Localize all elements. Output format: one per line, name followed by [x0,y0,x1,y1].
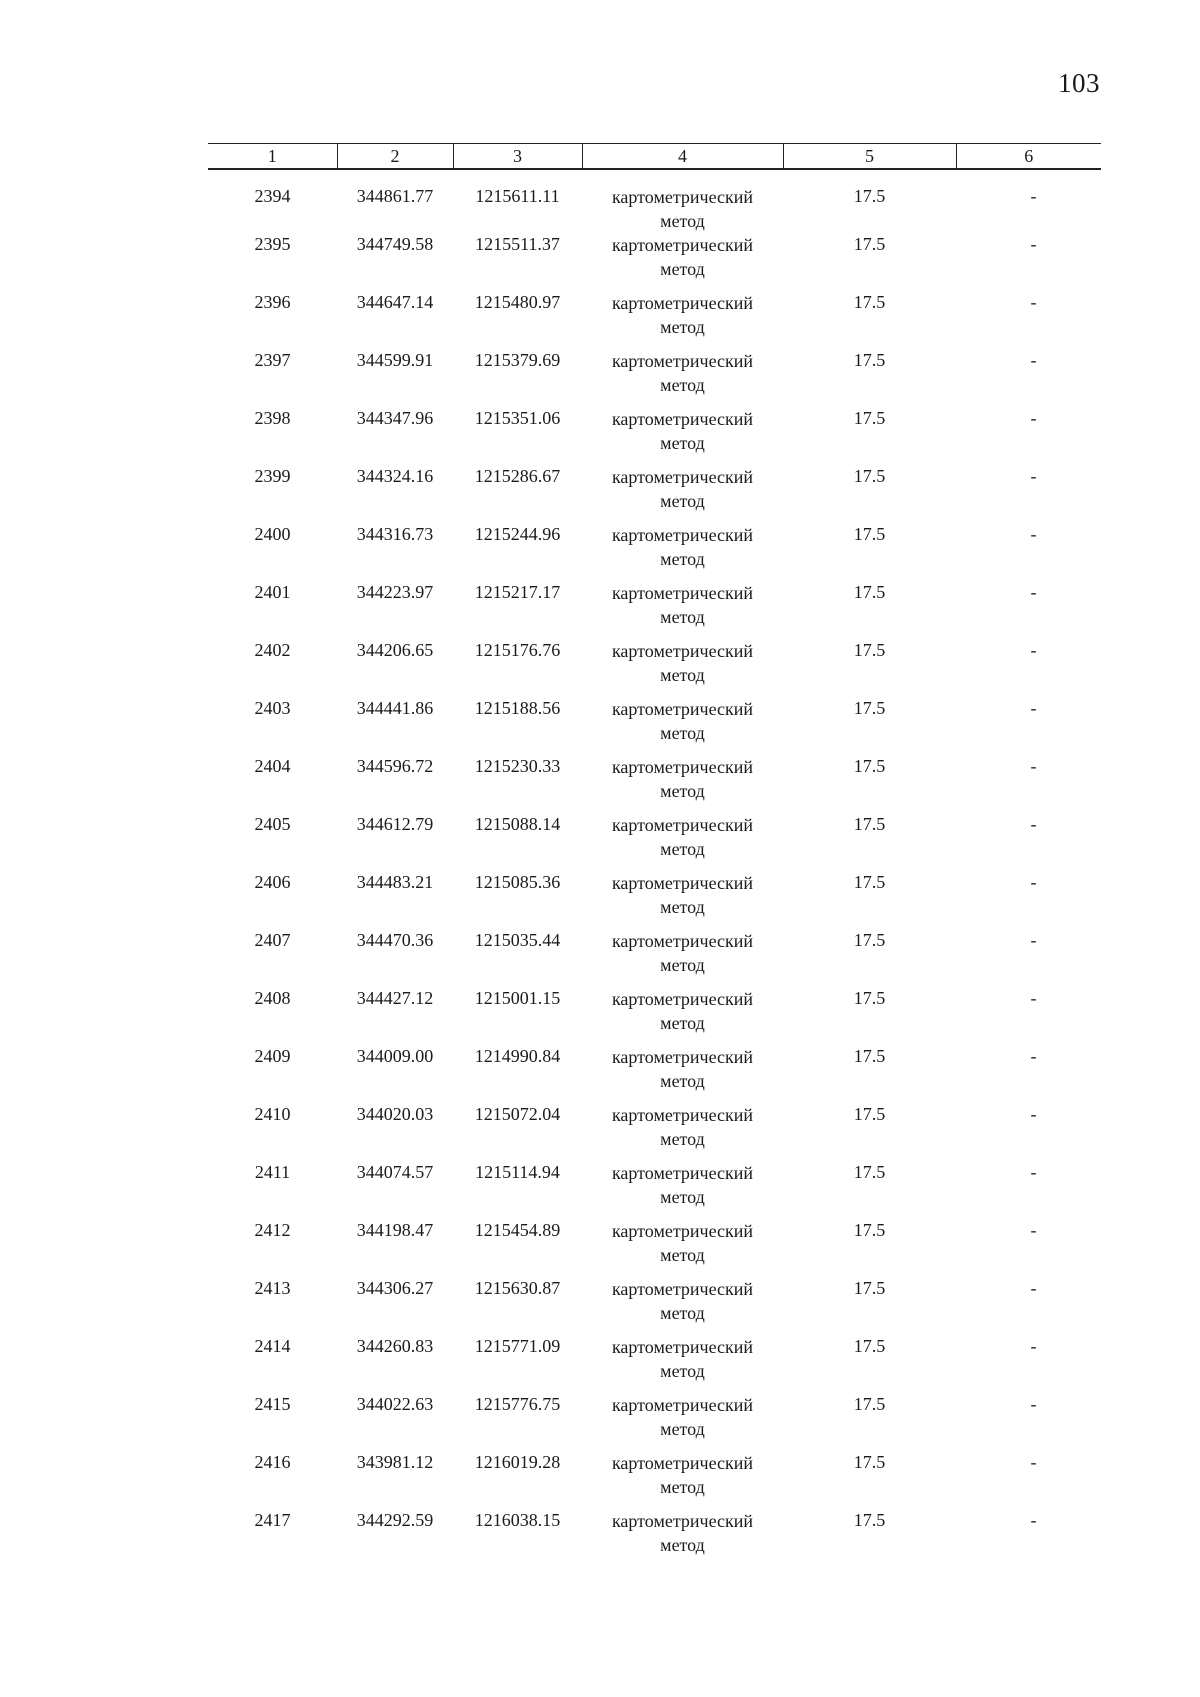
point-number: 2411 [254,1162,291,1182]
empty-value: - [1030,756,1037,776]
table-row [208,233,1101,291]
empty-value: - [1030,814,1037,834]
table-row [208,1335,1101,1393]
point-number: 2407 [254,930,291,950]
table-row [208,1277,1101,1335]
method-cell [582,349,783,407]
method-line-1: картометрический [611,1511,754,1531]
column-header-2: 2 [337,144,453,170]
method-line-1: картометрический [611,525,754,545]
column-header-4: 4 [582,144,783,170]
y-coordinate: 1215480.97 [474,292,561,312]
method-line-1: картометрический [611,699,754,719]
point-number: 2409 [254,1046,291,1066]
coordinates-table-container [208,143,1101,1567]
method-cell [582,1161,783,1219]
column-header-1: 1 [208,144,337,170]
point-number: 2408 [254,988,291,1008]
point-number: 2406 [254,872,291,892]
y-coordinate: 1216038.15 [474,1510,561,1530]
y-coordinate: 1215114.94 [475,1162,560,1182]
x-coordinate: 344483.21 [356,872,434,892]
method-line-1: картометрический [611,815,754,835]
x-coordinate: 344009.00 [356,1046,434,1066]
accuracy-value: 17.5 [853,350,886,370]
x-coordinate: 344223.97 [356,582,434,602]
point-number: 2416 [254,1452,291,1472]
accuracy-value: 17.5 [853,1104,886,1124]
empty-value: - [1030,930,1037,950]
y-coordinate: 1215771.09 [474,1336,561,1356]
method-line-2: метод [660,1419,705,1439]
point-number: 2399 [254,466,291,486]
empty-value: - [1030,582,1037,602]
y-coordinate: 1215176.76 [474,640,561,660]
point-number: 2401 [254,582,291,602]
table-row [208,291,1101,349]
x-coordinate: 344596.72 [356,756,434,776]
accuracy-value: 17.5 [853,524,886,544]
table-row [208,169,1101,233]
method-cell [582,233,783,291]
table-row [208,1045,1101,1103]
accuracy-value: 17.5 [853,408,886,428]
table-row [208,407,1101,465]
method-line-1: картометрический [611,1221,754,1241]
table-row [208,639,1101,697]
method-line-2: метод [660,1535,705,1555]
accuracy-value: 17.5 [853,872,886,892]
method-line-1: картометрический [611,351,754,371]
method-line-2: метод [660,211,705,231]
method-line-2: метод [660,897,705,917]
point-number: 2405 [254,814,291,834]
x-coordinate: 344612.79 [356,814,434,834]
empty-value: - [1030,408,1037,428]
x-coordinate: 344198.47 [356,1220,434,1240]
point-number: 2395 [254,234,291,254]
method-line-2: метод [660,1013,705,1033]
x-coordinate: 344599.91 [356,350,434,370]
method-line-1: картометрический [611,1337,754,1357]
y-coordinate: 1215188.56 [474,698,561,718]
accuracy-value: 17.5 [853,640,886,660]
y-coordinate: 1215088.14 [474,814,561,834]
accuracy-value: 17.5 [853,1162,886,1182]
point-number: 2394 [254,186,291,206]
method-line-1: картометрический [611,873,754,893]
y-coordinate: 1215511.37 [475,234,560,254]
method-line-2: метод [660,607,705,627]
point-number: 2415 [254,1394,291,1414]
accuracy-value: 17.5 [853,1046,886,1066]
method-line-1: картометрический [611,1279,754,1299]
empty-value: - [1030,1104,1037,1124]
empty-value: - [1030,1162,1037,1182]
method-line-2: метод [660,955,705,975]
table-row [208,697,1101,755]
table-row [208,523,1101,581]
empty-value: - [1030,234,1037,254]
method-cell [582,523,783,581]
accuracy-value: 17.5 [853,698,886,718]
table-row [208,581,1101,639]
table-body [208,169,1101,1567]
method-line-2: метод [660,1071,705,1091]
method-cell [582,291,783,349]
accuracy-value: 17.5 [853,1278,886,1298]
method-line-1: картометрический [611,1047,754,1067]
method-line-1: картометрический [611,583,754,603]
x-coordinate: 344316.73 [356,524,434,544]
y-coordinate: 1215001.15 [474,988,561,1008]
y-coordinate: 1215611.11 [475,186,560,206]
y-coordinate: 1215035.44 [474,930,561,950]
empty-value: - [1030,872,1037,892]
method-cell [582,169,783,233]
point-number: 2414 [254,1336,291,1356]
y-coordinate: 1215351.06 [474,408,561,428]
method-line-2: метод [660,839,705,859]
method-cell [582,1219,783,1277]
table-row [208,1161,1101,1219]
method-line-1: картометрический [611,1395,754,1415]
table-row [208,349,1101,407]
method-cell [582,813,783,871]
accuracy-value: 17.5 [853,186,886,206]
method-line-2: метод [660,781,705,801]
accuracy-value: 17.5 [853,234,886,254]
x-coordinate: 344206.65 [356,640,434,660]
y-coordinate: 1215217.17 [474,582,561,602]
method-line-1: картометрический [611,187,754,207]
accuracy-value: 17.5 [853,582,886,602]
column-header-6: 6 [956,144,1101,170]
y-coordinate: 1215085.36 [474,872,561,892]
y-coordinate: 1215776.75 [474,1394,561,1414]
x-coordinate: 344470.36 [356,930,434,950]
accuracy-value: 17.5 [853,1336,886,1356]
y-coordinate: 1216019.28 [474,1452,561,1472]
y-coordinate: 1215072.04 [474,1104,561,1124]
empty-value: - [1030,988,1037,1008]
method-line-1: картометрический [611,293,754,313]
method-cell [582,1393,783,1451]
empty-value: - [1030,466,1037,486]
accuracy-value: 17.5 [853,466,886,486]
empty-value: - [1030,1336,1037,1356]
empty-value: - [1030,1220,1037,1240]
method-cell [582,1335,783,1393]
column-header-3: 3 [453,144,582,170]
point-number: 2412 [254,1220,291,1240]
y-coordinate: 1215379.69 [474,350,561,370]
method-line-2: метод [660,665,705,685]
method-line-1: картометрический [611,1105,754,1125]
method-line-1: картометрический [611,641,754,661]
method-cell [582,1509,783,1567]
x-coordinate: 344324.16 [356,466,434,486]
method-cell [582,1277,783,1335]
method-line-1: картометрический [611,757,754,777]
table-row [208,871,1101,929]
table-row [208,1509,1101,1567]
method-line-1: картометрический [611,1163,754,1183]
y-coordinate: 1214990.84 [474,1046,561,1066]
method-line-2: метод [660,491,705,511]
method-line-2: метод [660,433,705,453]
method-cell [582,1103,783,1161]
accuracy-value: 17.5 [853,292,886,312]
table-row [208,1103,1101,1161]
point-number: 2413 [254,1278,291,1298]
x-coordinate: 343981.12 [356,1452,434,1472]
empty-value: - [1030,640,1037,660]
coordinates-table [208,143,1101,1567]
column-header-5: 5 [783,144,956,170]
table-row [208,1393,1101,1451]
y-coordinate: 1215230.33 [474,756,561,776]
table-row [208,755,1101,813]
y-coordinate: 1215454.89 [474,1220,561,1240]
table-row [208,1451,1101,1509]
x-coordinate: 344306.27 [356,1278,434,1298]
method-cell [582,581,783,639]
method-cell [582,871,783,929]
x-coordinate: 344074.57 [356,1162,434,1182]
method-line-2: метод [660,549,705,569]
method-line-1: картометрический [611,931,754,951]
accuracy-value: 17.5 [853,1220,886,1240]
method-line-2: метод [660,375,705,395]
empty-value: - [1030,524,1037,544]
method-cell [582,987,783,1045]
empty-value: - [1030,292,1037,312]
x-coordinate: 344427.12 [356,988,434,1008]
method-line-1: картометрический [611,467,754,487]
table-row [208,465,1101,523]
point-number: 2410 [254,1104,291,1124]
method-cell [582,929,783,987]
x-coordinate: 344647.14 [356,292,434,312]
method-line-2: метод [660,1245,705,1265]
method-line-1: картометрический [611,989,754,1009]
point-number: 2417 [254,1510,291,1530]
method-cell [582,755,783,813]
method-cell [582,697,783,755]
method-line-1: картометрический [611,235,754,255]
method-line-2: метод [660,723,705,743]
x-coordinate: 344441.86 [356,698,434,718]
empty-value: - [1030,350,1037,370]
header-row [208,144,1101,170]
x-coordinate: 344020.03 [356,1104,434,1124]
method-line-1: картометрический [611,1453,754,1473]
point-number: 2396 [254,292,291,312]
empty-value: - [1030,1394,1037,1414]
empty-value: - [1030,1452,1037,1472]
y-coordinate: 1215244.96 [474,524,561,544]
method-line-2: метод [660,1477,705,1497]
x-coordinate: 344260.83 [356,1336,434,1356]
accuracy-value: 17.5 [853,930,886,950]
method-line-2: метод [660,1361,705,1381]
empty-value: - [1030,186,1037,206]
x-coordinate: 344749.58 [356,234,434,254]
table-row [208,813,1101,871]
y-coordinate: 1215630.87 [474,1278,561,1298]
method-line-2: метод [660,1303,705,1323]
empty-value: - [1030,698,1037,718]
accuracy-value: 17.5 [853,988,886,1008]
method-line-1: картометрический [611,409,754,429]
method-cell [582,407,783,465]
method-line-2: метод [660,259,705,279]
table-row [208,929,1101,987]
point-number: 2397 [254,350,291,370]
point-number: 2404 [254,756,291,776]
x-coordinate: 344292.59 [356,1510,434,1530]
accuracy-value: 17.5 [853,1394,886,1414]
point-number: 2403 [254,698,291,718]
accuracy-value: 17.5 [853,756,886,776]
x-coordinate: 344347.96 [356,408,434,428]
accuracy-value: 17.5 [853,814,886,834]
method-cell [582,1451,783,1509]
method-line-2: метод [660,317,705,337]
y-coordinate: 1215286.67 [474,466,561,486]
page-number: 103 [1058,68,1100,98]
method-line-2: метод [660,1187,705,1207]
table-row [208,1219,1101,1277]
empty-value: - [1030,1046,1037,1066]
method-cell [582,1045,783,1103]
x-coordinate: 344861.77 [356,186,434,206]
x-coordinate: 344022.63 [356,1394,434,1414]
method-cell [582,465,783,523]
accuracy-value: 17.5 [853,1510,886,1530]
method-line-2: метод [660,1129,705,1149]
empty-value: - [1030,1278,1037,1298]
point-number: 2398 [254,408,291,428]
point-number: 2402 [254,640,291,660]
point-number: 2400 [254,524,291,544]
accuracy-value: 17.5 [853,1452,886,1472]
empty-value: - [1030,1510,1037,1530]
table-header [208,144,1101,170]
table-row [208,987,1101,1045]
method-cell [582,639,783,697]
